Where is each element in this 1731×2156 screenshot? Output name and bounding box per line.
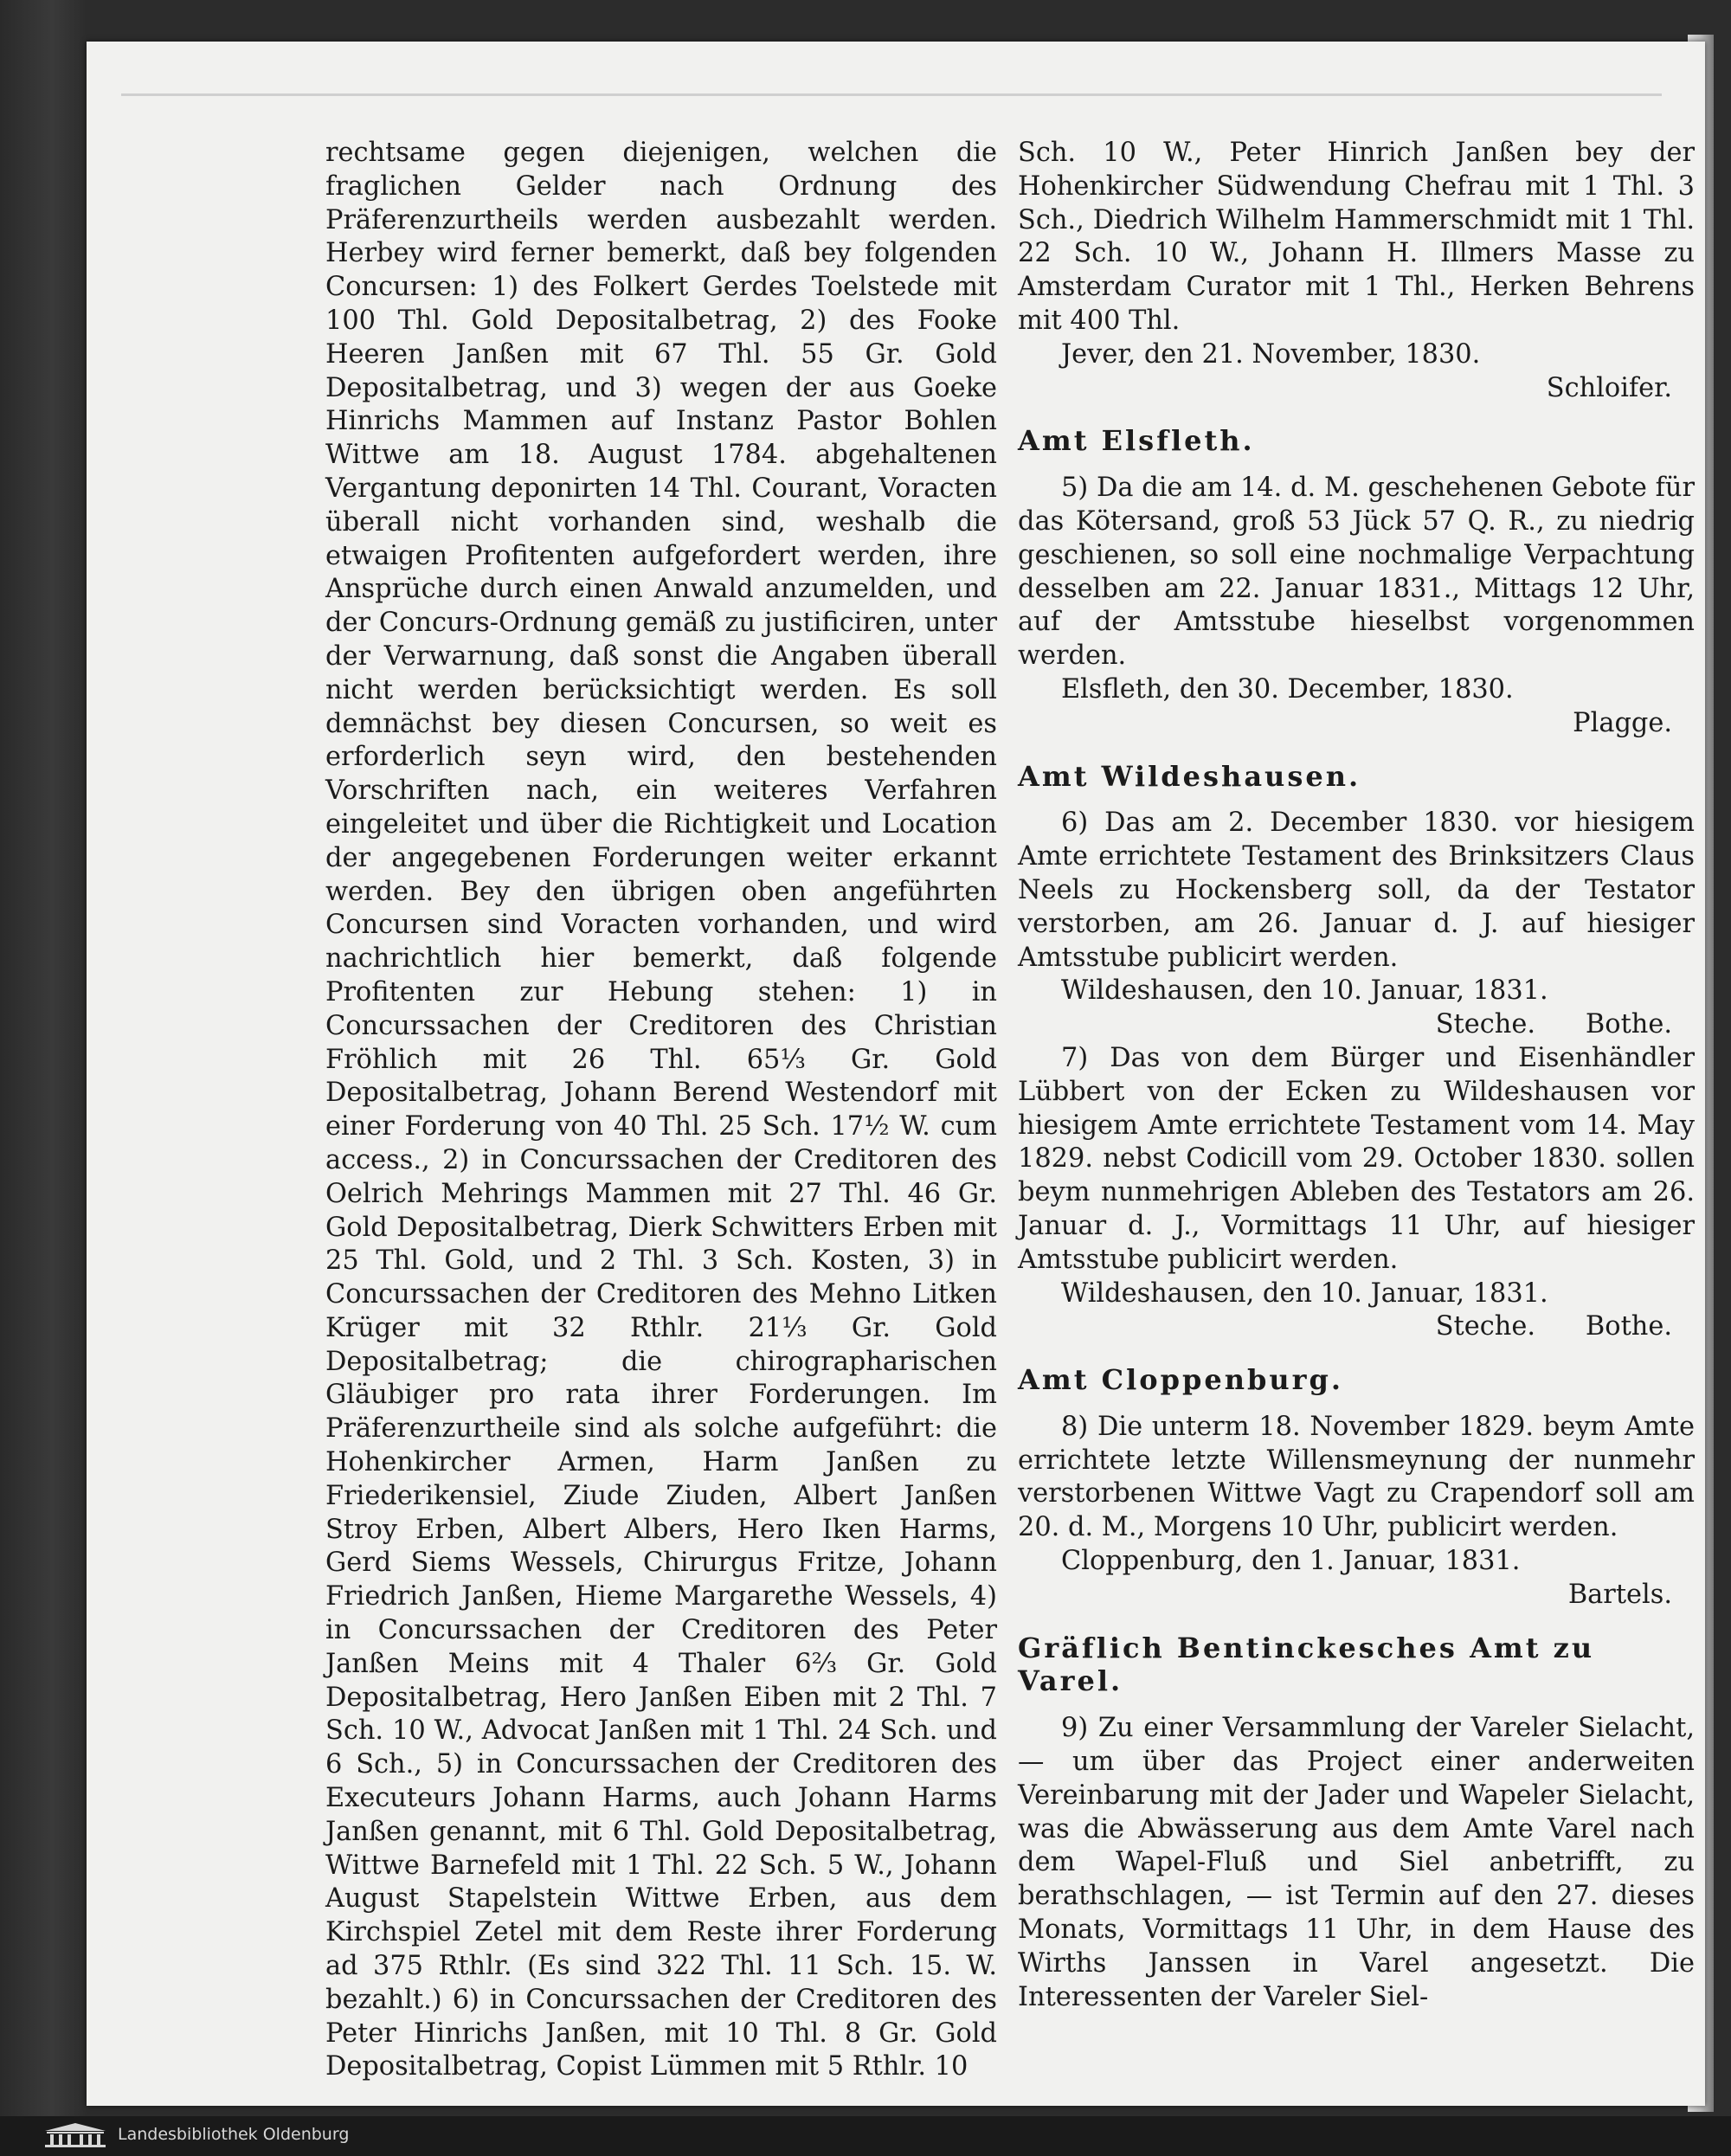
signature: Schloifer. — [1546, 372, 1672, 403]
dateline: Cloppenburg, den 1. Januar, 1831. — [1061, 1546, 1521, 1577]
notice-paragraph: 6) Das am 2. December 1830. vor hiesigem Amte errichtete Testament des Brinksitzers Claus Neels zu Hockensberg soll, da der Testator verstorben, am 26. Januar d. J. auf hiesiger Amtsstube publicirt werden. — [1018, 808, 1695, 973]
continuation-text: Sch. 10 W., Peter Hinrich Janßen bey der Hohenkircher Südwendung Chefrau mit 1 Thl. 3 Sch., Diedrich Wilhelm Hammerschmidt mit 1 Thl. 22 Sch. 10 W., Johann H. Illmers Masse zu Amsterdam Curator mit 1 Thl., Herken Behrens mit 400 Thl. — [1018, 138, 1695, 336]
dateline: Wildeshausen, den 10. Januar, 1831. — [1061, 1278, 1548, 1309]
section-heading-cloppenburg: Amt Cloppenburg. — [1018, 1363, 1343, 1397]
section-heading-wildeshausen: Amt Wildeshausen. — [1018, 759, 1361, 793]
notice-paragraph: 9) Zu einer Versammlung der Vareler Sielacht, — um über das Project einer anderweiten Vereinbarung mit der Jader und Wapeler Sielacht, was die Abwässerung aus dem Amte Varel nach dem Wapel-Fluß und Siel anbetrifft, zu berathschlagen, — ist Termin auf den 27. dieses Monats, Vormittags 11 Uhr, in dem Hause des Wirths Janssen in Varel angesetzt. Die Interessenten der Vareler Siel- — [1018, 1713, 1695, 2012]
section-heading-elsfleth: Amt Elsfleth. — [1018, 424, 1255, 458]
right-column — [1018, 137, 1695, 2014]
library-building-icon — [43, 2122, 107, 2148]
notice-paragraph: 7) Das von dem Bürger und Eisenhändler Lübbert von der Ecken zu Wildeshausen vor hiesigem Amte errichtete Testament vom 14. May 1829. nebst Codicill vom 29. October 1830. sollen beym nunmehrigen Ableben des Testators am 26. Januar d. J., Vormittags 11 Uhr, auf hiesiger Amtsstube publicirt werden. — [1018, 1042, 1695, 1275]
library-name[interactable]: Landesbibliothek Oldenburg — [118, 2125, 350, 2144]
signature: Bartels. — [1567, 1579, 1672, 1610]
notice-paragraph: 8) Die unterm 18. November 1829. beym Amte errichtete letzte Willensmeynung der nunmehr verstorbenen Wittwe Vagt zu Crapendorf soll am 20. d. M., Morgens 10 Uhr, publicirt werden. — [1018, 1411, 1695, 1543]
signature: Plagge. — [1573, 707, 1672, 738]
left-column — [325, 137, 997, 2084]
left-column-text: rechtsame gegen diejenigen, welchen die fraglichen Gelder nach Ordnung des Präferenzurtheils werden ausbezahlt werden. Herbey wird ferner bemerkt, daß bey folgenden Concursen: 1) des Folkert Gerdes Toelstede mit 100 Thl. Gold Depositalbetrag, 2) des Fooke Heeren Janßen mit 67 Thl. 55 Gr. Gold Depositalbetrag, und 3) wegen der aus Goeke Hinrichs Mammen auf Instanz Pastor Bohlen Wittwe am 18. August 1784. abgehaltenen Vergantung deponirten 14 Thl. Courant, Voracten überall nicht vorhanden sind, weshalb die etwaigen Profitenten aufgefordert werden, ihre Ansprüche durch einen Anwald anzumelden, und der Concurs-Ordnung gemäß zu justificiren, unter der Verwarnung, daß sonst die Angaben überall nicht werden berücksichtigt werden. Es soll demnächst bey diesen Concursen, so weit es erforderlich seyn wird, den bestehenden Vorschriften nach, ein weiteres Verfahren eingeleitet und über die Richtigkeit und Location der angegebenen Forderungen weiter erkannt werden. Bey den übrigen oben angeführten Concursen sind Voracten vorhanden, und wird nachrichtlich hier bemerkt, daß folgende Profitenten zur Hebung stehen: 1) in Concurssachen der Creditoren des Christian Fröhlich mit 26 Thl. 65⅓ Gr. Gold Depositalbetrag, Johann Berend Westendorf mit einer Forderung von 40 Thl. 25 Sch. 17½ W. cum access., 2) in Concurssachen der Creditoren des Oelrich Mehrings Mammen mit 27 Thl. 46 Gr. Gold Depositalbetrag, Dierk Schwitters Erben mit 25 Thl. Gold, und 2 Thl. 3 Sch. Kosten, 3) in Concurssachen der Creditoren des Mehno Litken Krüger mit 32 Rthlr. 21⅓ Gr. Gold Depositalbetrag; die chirographarischen Gläubiger pro rata ihrer Forderungen. Im Präferenzurtheile sind als solche aufgeführt: die Hohenkircher Armen, Harm Janßen zu Friederikensiel, Ziude Ziuden, Albert Janßen Stroy Erben, Albert Albers, Hero Iken Harms, Gerd Siems Wessels, Chirurgus Fritze, Johann Friedrich Janßen, Hieme Margarethe Wessels, 4) in Concurssachen der Creditoren des Peter Janßen Meins mit 4 Thaler 6⅔ Gr. Gold Depositalbetrag, Hero Janßen Eiben mit 2 Thl. 7 Sch. 10 W., Advocat Janßen mit 1 Thl. 24 Sch. und 6 Sch., 5) in Concurssachen der Creditoren des Executeurs Johann Harms, auch Johann Harms Janßen genannt, mit 6 Thl. Gold Depositalbetrag, Wittwe Barnefeld mit 1 Thl. 22 Sch. 5 W., Johann August Stapelstein Wittwe Erben, aus dem Kirchspiel Zetel mit dem Reste ihrer Forderung ad 375 Rthlr. (Es sind 322 Thl. 11 Sch. 15. W. bezahlt.) 6) in Concurssachen der Creditoren des Peter Hinrichs Janßen, mit 10 Thl. 8 Gr. Gold Depositalbetrag, Copist Lümmen mit 5 Rthlr. 10 — [325, 138, 997, 2082]
section-heading-varel: Gräflich Bentinckesches Amt zu Varel. — [1018, 1631, 1595, 1698]
signature: Steche. Bothe. — [1435, 1311, 1672, 1342]
dateline: Jever, den 21. November, 1830. — [1061, 338, 1481, 370]
dateline: Wildeshausen, den 10. Januar, 1831. — [1061, 975, 1548, 1007]
page-top-rule — [121, 93, 1662, 96]
dateline: Elsfleth, den 30. December, 1830. — [1061, 673, 1514, 705]
notice-paragraph: 5) Da die am 14. d. M. geschehenen Gebote für das Kötersand, groß 53 Jück 57 Q. R., zu niedrig geschienen, so soll eine nochmalige Verpachtung desselben am 22. Januar 1831., Mittags 12 Uhr, auf der Amtsstube hieselbst vorgenommen werden. — [1018, 473, 1695, 672]
signature: Steche. Bothe. — [1435, 1009, 1672, 1040]
